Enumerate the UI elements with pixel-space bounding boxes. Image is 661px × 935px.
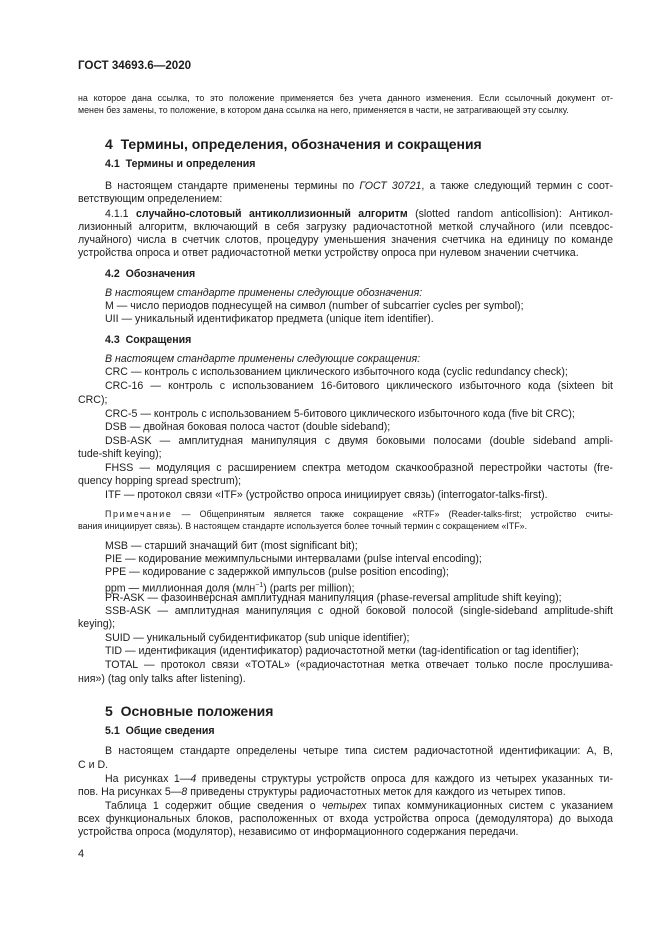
- abbr-crc16-line-2: CRC);: [78, 394, 108, 406]
- note-line-2: вания инициирует связь). В настоящем стандарте используется более точный термин с сокращением «ITF».: [78, 521, 528, 531]
- abbr-crc16-line-1: CRC-16 — контроль с использованием 16-битового циклического избыточного кода (sixteen bit: [105, 380, 613, 392]
- abbr-total-line-1: TOTAL — протокол связи «TOTAL» («радиочастотная метка отвечает только после прослушива-: [105, 659, 613, 671]
- section-5-1-p3-line-3: устройства опроса (модулятор), независимо от информационного содержания передачи.: [78, 826, 519, 838]
- section-5-1-p2-line-2: пов. На рисунках 5—8 приведены структуры радиочастотных меток для каждого из четырех типов.: [78, 786, 566, 798]
- page-number: 4: [78, 848, 85, 860]
- section-5-1-p1-line-2: C и D.: [78, 759, 109, 771]
- document-header-title: ГОСТ 34693.6—2020: [78, 59, 192, 72]
- section-4-3-intro: В настоящем стандарте применены следующие сокращения:: [105, 353, 421, 365]
- abbr-ppe: PPE — кодирование с задержкой импульсов (pulse position encoding);: [105, 566, 449, 578]
- term-name: случайно-слотовый антиколлизионный алгоритм: [135, 208, 408, 220]
- section-4-heading: 4 Термины, определения, обозначения и сокращения: [105, 136, 482, 152]
- symbol-item-m: M — число периодов поднесущей на символ (number of subcarrier cycles per symbol);: [105, 300, 524, 312]
- note-line-1: Примечание — Общепринятым является также сокращение «RTF» (Reader-talks-first; устройство считы-: [105, 509, 614, 519]
- abbr-suid: SUID — уникальный субидентификатор (sub unique identifier);: [105, 632, 410, 644]
- section-4-1-paragraph-line-1: В настоящем стандарте применены термины по ГОСТ 30721, а также следующий термин с соот-: [105, 180, 614, 192]
- abbr-dsb-ask-line-2: tude-shift keying);: [78, 448, 162, 460]
- intro-line-2: менен без замены, то положение, в котором дана ссылка на него, применяется в части, не затрагивающей эту ссылку.: [78, 105, 569, 115]
- abbr-tid: TID — идентификация (идентификатор) радиочастотной метки (tag-identification or tag identifier);: [105, 645, 579, 657]
- section-4-3-heading: 4.3 Сокращения: [105, 334, 192, 346]
- section-5-1-p3-line-2: всех функциональных блоков, расположенных от входа устройства опроса (демодулятора) до выхода: [78, 813, 613, 825]
- section-5-heading: 5 Основные положения: [105, 703, 274, 719]
- term-4-1-1-line-2: лизионный алгоритм, включающий в себя загрузку радиочастотной меткой случайного (или псевдос-: [78, 221, 613, 233]
- section-5-1-p2-line-1: На рисунках 1—4 приведены структуры устройств опроса для каждого из четырех указанных ти-: [105, 773, 613, 785]
- abbr-dsb-ask-line-1: DSB-ASK — амплитудная манипуляция с двумя боковыми полосами (double sideband ampli-: [105, 435, 613, 447]
- intro-line-1: на которое дана ссылка, то это положение применяется без учета данного изменения. Если ссылочный документ от-: [78, 93, 613, 103]
- term-4-1-1-line-3: лучайного) числа в счетчик слотов, процедуру уменьшения значения счетчика на единицу по команде: [78, 234, 613, 246]
- abbr-ppm: ppm — миллионная доля (млн$^{-1}$) (parts per million);: [105, 582, 355, 595]
- abbr-crc: CRC — контроль с использованием циклического избыточного кода (cyclic redundancy check);: [105, 366, 568, 378]
- gost-reference: ГОСТ 30721: [359, 180, 422, 192]
- abbr-pie: PIE — кодирование межимпульсными интервалами (pulse interval encoding);: [105, 553, 482, 565]
- term-4-1-1-line-1: 4.1.1 случайно-слотовый антиколлизионный алгоритм (slotted random anticollision): Антикол-: [105, 208, 613, 220]
- section-4-2-heading: 4.2 Обозначения: [105, 268, 196, 280]
- section-4-2-intro: В настоящем стандарте применены следующие обозначения:: [105, 287, 423, 299]
- abbr-msb: MSB — старший значащий бит (most significant bit);: [105, 540, 358, 552]
- section-5-1-p3-line-1: Таблица 1 содержит общие сведения о четырех типах коммуникационных систем с указанием: [105, 800, 613, 812]
- section-4-1-heading: 4.1 Термины и определения: [105, 158, 256, 170]
- abbr-ssb-ask-line-1: SSB-ASK — амплитудная манипуляция с одной боковой полосой (single-sideband amplitude-shift: [105, 605, 613, 617]
- abbr-ssb-ask-line-2: keying);: [78, 618, 116, 630]
- abbr-crc5: CRC-5 — контроль с использованием 5-битового циклического избыточного кода (five bit CRC);: [105, 408, 575, 420]
- note-label: Примечание: [105, 509, 173, 519]
- abbr-fhss-line-1: FHSS — модуляция с расширением спектра методом скачкообразной перестройки частоты (fre-: [105, 462, 613, 474]
- term-4-1-1-line-4: устройства опроса и ответ радиочастотной метки устройству опроса при нулевом значении счетчика.: [78, 247, 579, 259]
- section-5-1-p1-line-1: В настоящем стандарте определены четыре типа систем радиочастотной идентификации: A, B,: [105, 745, 613, 757]
- abbr-fhss-line-2: quency hopping spread spectrum);: [78, 475, 242, 487]
- abbr-itf: ITF — протокол связи «ITF» (устройство опроса инициирует связь) (interrogator-talks-first).: [105, 489, 548, 501]
- abbr-dsb: DSB — двойная боковая полоса частот (double sideband);: [105, 421, 391, 433]
- symbol-item-uii: UII — уникальный идентификатор предмета (unique item identifier).: [105, 313, 434, 325]
- section-5-1-heading: 5.1 Общие сведения: [105, 725, 215, 737]
- section-4-1-paragraph-line-2: ветствующим определением:: [78, 193, 223, 205]
- abbr-total-line-2: ния») (tag only talks after listening).: [78, 673, 246, 685]
- abbr-pr-ask: PR-ASK — фазоинверсная амплитудная манипуляция (phase-reversal amplitude shift keying);: [105, 592, 562, 604]
